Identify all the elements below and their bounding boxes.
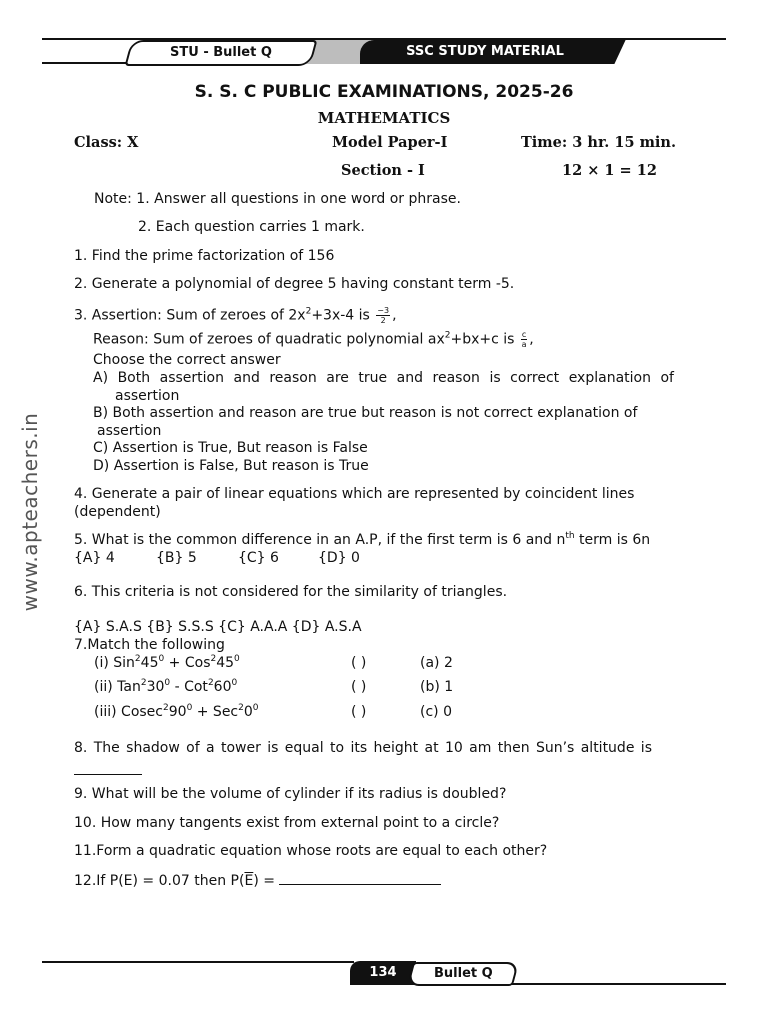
footer-tab-label: Bullet Q — [433, 966, 493, 981]
q3-choose: Choose the correct answer — [93, 352, 281, 368]
q3-reason-sup: 2 — [444, 330, 451, 341]
q12-answer-blank — [279, 872, 441, 885]
paper-label: Model Paper-I — [332, 134, 448, 151]
question-3-reason — [93, 330, 534, 349]
q7-left-text: 90 — [168, 704, 187, 720]
q7-sup: 0 — [164, 678, 171, 688]
question-4: 4. Generate a pair of linear equations which are represented by coincident lines — [74, 486, 635, 502]
q5-text2: term is 6n — [574, 532, 651, 548]
footer-rule-left — [42, 961, 354, 963]
q7-row-3-right: (c) 0 — [420, 704, 452, 720]
subject-title: MATHEMATICS — [317, 109, 451, 127]
footer-tab — [407, 962, 519, 986]
question-3-assertion — [74, 306, 397, 325]
q7-sup: 0 — [252, 703, 259, 713]
header-left-tab — [125, 40, 318, 66]
note-2: 2. Each question carries 1 mark. — [138, 219, 365, 235]
q7-left-text: (ii) Tan — [94, 679, 141, 695]
q7-sup: 2 — [210, 654, 217, 664]
q7-left-text: (iii) Cosec — [94, 704, 163, 720]
time-label: Time: 3 hr. 15 min. — [521, 134, 677, 151]
q3-option-d: D) Assertion is False, But reason is True — [93, 458, 369, 474]
q7-sup: 2 — [163, 703, 169, 713]
q3-comma: , — [392, 307, 397, 324]
q6-options: {A} S.A.S {B} S.S.S {C} A.A.A {D} A.S.A — [74, 619, 362, 635]
question-1: 1. Find the prime factorization of 156 — [74, 248, 335, 264]
q7-left-text: 30 — [146, 679, 165, 695]
frac-num: c — [521, 330, 527, 339]
q3-reason-text: Reason: Sum of zeroes of quadratic polynomial ax — [93, 331, 445, 348]
exam-title: S. S. C PUBLIC EXAMINATIONS, 2025-26 — [194, 82, 574, 102]
q7-row-3-left — [94, 704, 259, 720]
q7-sup: 0 — [231, 678, 238, 688]
q7-left-text: 0 — [243, 704, 253, 720]
q3-assertion-text2: +3x-4 is — [311, 307, 370, 324]
fraction-c-a — [521, 330, 527, 349]
question-9: 9. What will be the volume of cylinder if its radius is doubled? — [74, 786, 507, 802]
q5-sup: th — [565, 531, 575, 541]
q7-left-text: 45 — [216, 655, 235, 671]
header-right-tab-label: SSC STUDY MATERIAL — [406, 44, 564, 59]
q3-sup: 2 — [305, 306, 312, 317]
q12-text: 12.If P(E) = 0.07 then P( — [74, 873, 245, 889]
q3-option-b: B) Both assertion and reason are true but reason is not correct explanation of — [93, 405, 638, 421]
q7-sup: 2 — [134, 654, 141, 664]
frac-num: −3 — [377, 306, 390, 315]
question-12 — [74, 872, 441, 889]
q7-sup: 2 — [207, 678, 214, 688]
q7-left-text: 60 — [213, 679, 232, 695]
q7-sup: 0 — [234, 654, 240, 664]
frac-den: 2 — [380, 316, 386, 325]
q7-left-text: + Cos — [164, 655, 211, 671]
q8-answer-blank — [74, 760, 142, 779]
q5-text: 5. What is the common difference in an A.P, if the first term is 6 and n — [74, 532, 566, 548]
question-4-cont: (dependent) — [74, 504, 161, 520]
question-6: 6. This criteria is not considered for the similarity of triangles. — [74, 584, 508, 600]
q3-assertion-text: 3. Assertion: Sum of zeroes of 2x — [74, 307, 306, 324]
q7-row-2-right: (b) 1 — [420, 679, 454, 695]
question-2: 2. Generate a polynomial of degree 5 having constant term -5. — [74, 276, 515, 292]
q12-text2: ) = — [253, 873, 280, 889]
q7-left-text: + Sec — [192, 704, 239, 720]
question-5 — [74, 532, 650, 548]
header-left-tab-label: STU - Bullet Q — [170, 45, 272, 60]
q12-complement-e: $\overline{E}$ — [244, 873, 254, 889]
q7-left-text: - Cot — [170, 679, 208, 695]
q7-sup: 2 — [140, 678, 147, 688]
footer-rule-right — [510, 983, 726, 985]
q7-sup: 0 — [186, 703, 193, 713]
marks-label: 12 × 1 = 12 — [562, 162, 657, 179]
question-8: 8. The shadow of a tower is equal to its height at 10 am then Sun’s altitude is — [74, 740, 652, 756]
note-1: Note: 1. Answer all questions in one word or phrase. — [94, 191, 461, 207]
q7-row-1-left — [94, 655, 240, 671]
q3-reason-comma: , — [529, 331, 534, 348]
q7-row-3-paren: ( ) — [351, 704, 367, 720]
question-10: 10. How many tangents exist from external point to a circle? — [74, 815, 500, 831]
section-label: Section - I — [341, 162, 425, 179]
class-label: Class: X — [74, 134, 139, 151]
fraction-neg-3-2 — [376, 306, 390, 325]
q7-left-text: (i) Sin — [94, 655, 135, 671]
q3-option-c: C) Assertion is True, But reason is False — [93, 440, 368, 456]
page-number: 134 — [350, 961, 416, 985]
q7-row-1-right: (a) 2 — [420, 655, 453, 671]
q5-option-c: {C} 6 — [238, 550, 279, 566]
q5-option-a: {A} 4 — [74, 550, 115, 566]
q3-reason-text2: +bx+c is — [450, 331, 515, 348]
header-right-tab — [360, 40, 610, 64]
q3-option-a: A) Both assertion and reason are true and reason is correct explanation of — [93, 370, 674, 386]
q7-left-text: 45 — [140, 655, 159, 671]
question-11: 11.Form a quadratic equation whose roots are equal to each other? — [74, 843, 548, 859]
q7-row-2-left — [94, 679, 237, 695]
q5-option-d: {D} 0 — [318, 550, 360, 566]
q3-option-a-cont: assertion — [115, 388, 180, 404]
watermark: www.apteachers.in — [18, 412, 42, 612]
q7-sup: 2 — [238, 703, 244, 713]
q5-option-b: {B} 5 — [156, 550, 197, 566]
q7-row-1-paren: ( ) — [351, 655, 367, 671]
q3-option-b-cont: assertion — [97, 423, 162, 439]
q7-sup: 0 — [158, 654, 165, 664]
q7-row-2-paren: ( ) — [351, 679, 367, 695]
frac-den: a — [521, 340, 527, 349]
question-7: 7.Match the following — [74, 637, 225, 653]
